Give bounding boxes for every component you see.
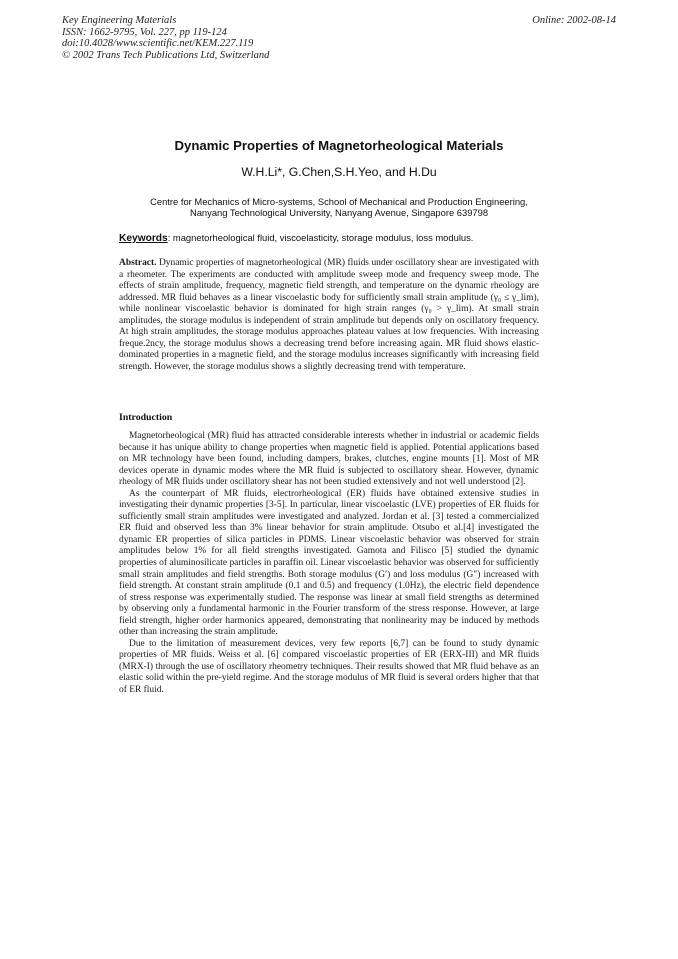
affiliation — [0, 196, 678, 218]
keywords-text: : magnetorheological fluid, viscoelasticity, storage modulus, loss modulus. — [167, 232, 474, 243]
online-date: Online: 2002-08-14 — [532, 15, 616, 26]
author-list: W.H.Li*, G.Chen,S.H.Yeo, and H.Du — [241, 165, 437, 179]
introduction-body — [119, 431, 539, 697]
intro-paragraph-1: Magnetorheological (MR) fluid has attracted considerable interests whether in industrial or academic fields because it has unique ability to change properties when magnetic field is applied. Potential applications based on MR technology have been found, including dampers, brakes, clutches, engine mounts [1]. Most of MR devices operate in dynamic modes where the MR fluid is subjected to oscillatory shear. However, dynamic rheology of MR fluids under oscillatory shear has not been studied extensively and not well understood [2]. — [119, 431, 539, 488]
paper-title: Dynamic Properties of Magnetorheological Materials — [174, 138, 504, 153]
intro-paragraph-2: As the counterpart of MR fluids, electrorheological (ER) fluids have obtained extensive studies in investigating their dynamic properties [3-5]. In particular, linear viscoelastic (LVE) properties of ER fluids for sufficiently small strain amplitudes were investigated and analyzed. Jordan et al. [3] tested a commercialized ER fluid and observed less than 3% linear behavior for strain amplitude. Otsubo et al.[4] investigated the dynamic ER properties of silica particles in PDMS. Linear viscoelastic behavior was observed for strain amplitudes below 1% for all field strengths investigated. Gamota and Filisco [5] studied the dynamic properties of aluminosilicate particles in paraffin oil. Linear viscoelastic behavior was observed for sufficiently small strain amplitudes and field strengths. Both storage modulus (G′) and loss modulus (G″) increased with field strength. At constant strain amplitude (0.1 and 0.5) and frequency (1.0Hz), the electric field dependence of stress response was experimentally studied. The response was linear at small field strengths as determined by observing only a fundamental harmonic in the Fourier transform of the stress response. However, at large field strength, higher order harmonics appeared, demonstrating that nonlinearity may be induced by methods other than increasing the strain amplitude. — [119, 488, 539, 638]
introduction-heading: Introduction — [119, 412, 173, 423]
journal-header — [62, 15, 269, 61]
abstract-text: Dynamic properties of magnetorheological (MR) fluids under oscillatory shear are investigated with a rheometer. The experiments are conducted with amplitude sweep mode and frequency sweep mode. The effects of strain amplitude, frequency, magnetic field strength, and temperature on the dynamic rheology are addressed. MR fluid behaves as a linear viscoelastic body for sufficiently small strain amplitude (γ₀ ≤ γ_lim), while nonlinear viscoelastic behavior is dominated for high strain ranges (γ₀ > γ_lim). At small strain amplitudes, the storage modulus is independent of strain amplitude but depends only on oscillatory frequency. At high strain amplitudes, the storage modulus approaches plateau values at low frequencies. With increasing freque.2ncy, the storage modulus shows a decreasing trend before increasing again. MR fluid shows elastic-dominated properties in a magnetic field, and the storage modulus increases significantly with increasing field strength. However, the storage modulus shows a slightly decreasing trend with temperature. — [119, 258, 539, 372]
doi-line: doi:10.4028/www.scientific.net/KEM.227.119 — [62, 38, 254, 50]
intro-paragraph-3: Due to the limitation of measurement devices, very few reports [6,7] can be found to study dynamic properties of MR fluids. Weiss et al. [6] compared viscoelastic properties of ER (ERX-III) and MR fluids (MRX-I) through the use of oscillatory rheometry techniques. Their results showed that MR fluid behave as an elastic solid within the pre-yield regime. And the storage modulus of MR fluid is several orders higher that that of ER fluid. — [119, 638, 539, 696]
affiliation-line-1: Centre for Mechanics of Micro-systems, School of Mechanical and Production Engineering, — [150, 196, 528, 207]
abstract — [119, 258, 539, 373]
affiliation-line-2: Nanyang Technological University, Nanyang Avenue, Singapore 639798 — [189, 207, 489, 219]
issn-line: ISSN: 1662-9795, Vol. 227, pp 119-124 — [62, 26, 227, 38]
copyright-line: © 2002 Trans Tech Publications Ltd, Switzerland — [62, 49, 270, 61]
abstract-label: Abstract. — [119, 258, 157, 268]
keywords-label: Keywords — [119, 233, 168, 244]
keywords — [119, 232, 579, 244]
journal-name: Key Engineering Materials — [62, 15, 177, 26]
